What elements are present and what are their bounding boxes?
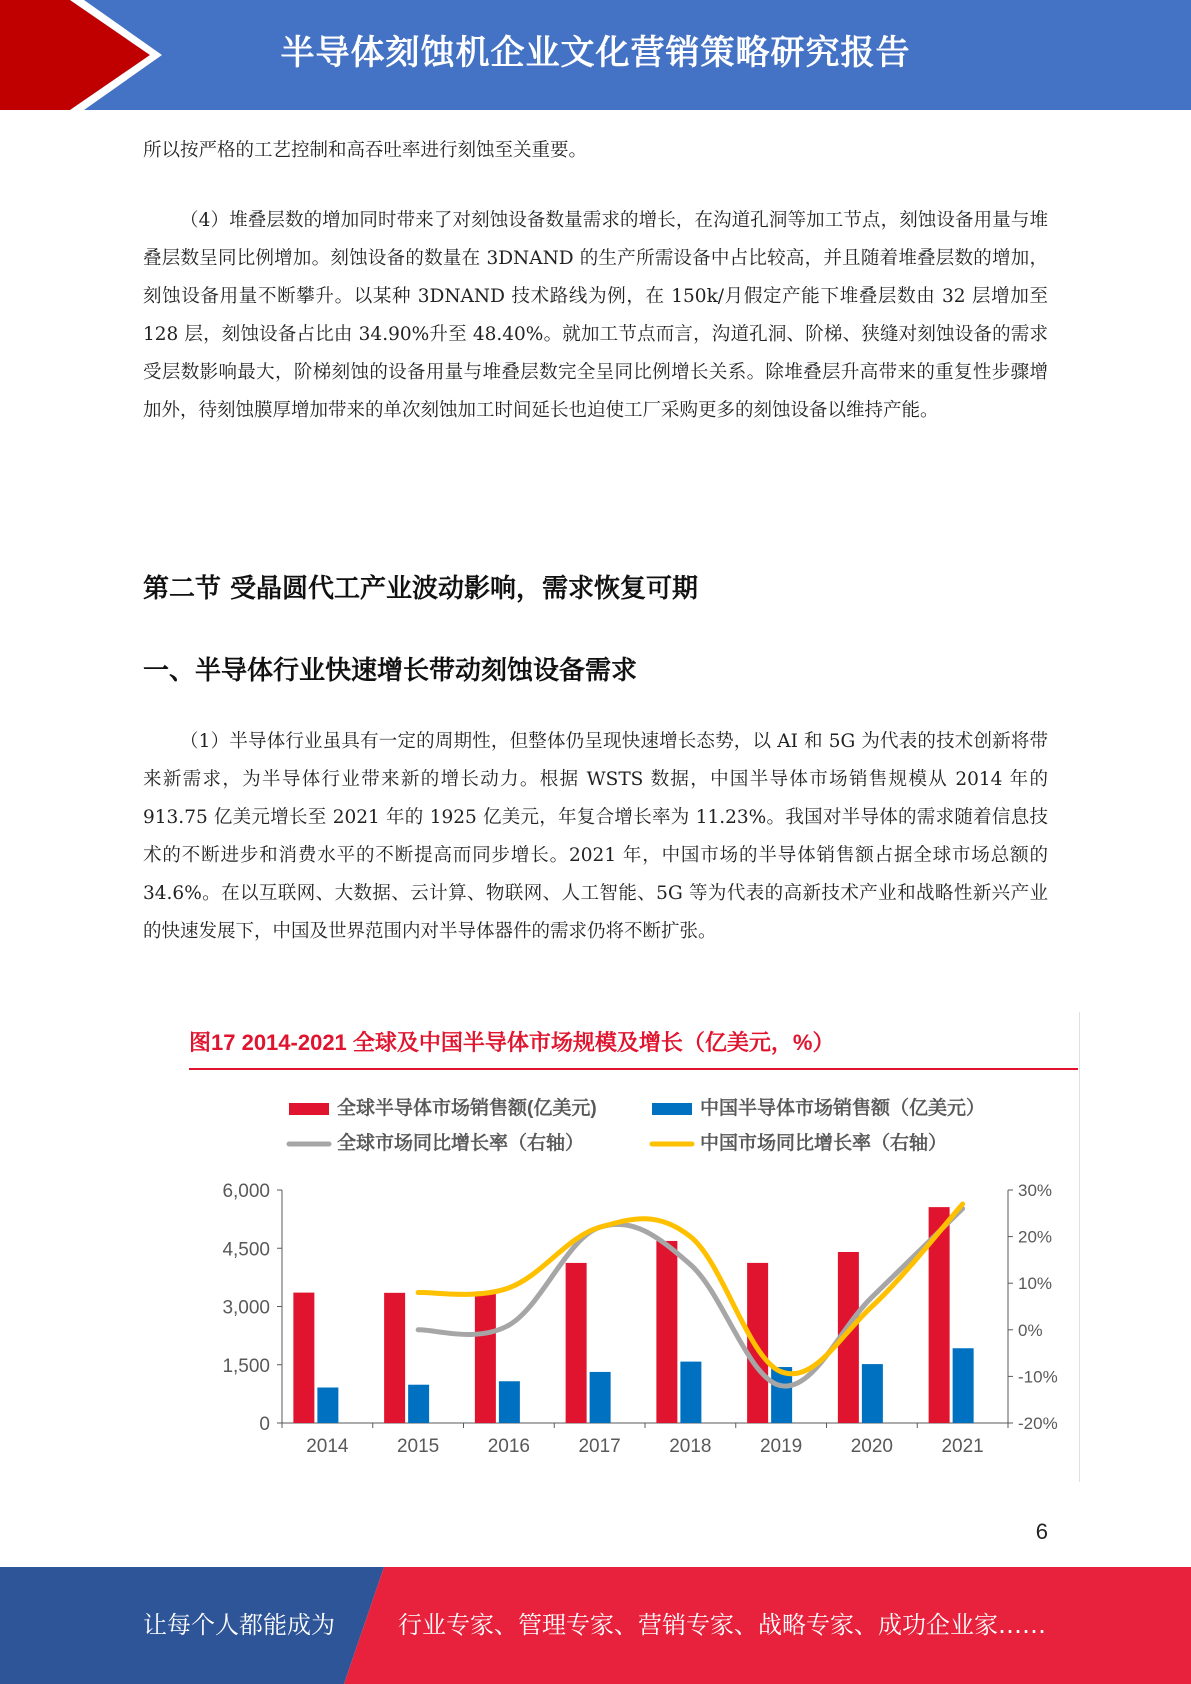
page-number: 6 <box>1035 1519 1048 1544</box>
legend-label: 全球市场同比增长率（右轴） <box>337 1133 585 1154</box>
bar-china <box>680 1362 701 1423</box>
bar-global <box>566 1263 587 1423</box>
bar-china <box>408 1385 429 1423</box>
x-axis-tick-label: 2016 <box>487 1436 531 1457</box>
bar-global <box>475 1291 496 1423</box>
legend-label: 中国市场同比增长率（右轴） <box>700 1133 948 1154</box>
paragraph-market-growth: （1）半导体行业虽具有一定的周期性，但整体仍呈现快速增长态势，以 AI 和 5G 为代表的技术创新将带来新需求，为半导体行业带来新的增长动力。根据 WSTS 数据，中国半导体市场销售规模从 2014 年的 913.75 亿美元增长至 2021 年的 1925 亿美元，年复合增长率为 11.23%。我国对半导体的需求随着信息技术的不断进步和消费水平的不断提高而同步增长。2021 年，中国市场的半导体销售额占据全球市场总额的 34.6%。在以互联网、大数据、云计算、物联网、人工智能、5G 等为代表的高新技术产业和战略性新兴产业的快速发展下，中国及世界范围内对半导体器件的需求仍将不断扩张。 <box>143 731 1048 942</box>
bar-china <box>862 1364 883 1423</box>
left-axis-tick-label: 1,500 <box>222 1355 270 1377</box>
subsection-heading: 一、半导体行业快速增长带动刻蚀设备需求 <box>143 656 638 686</box>
footer-slogan-left: 让每个人都能成为 <box>143 1611 335 1639</box>
chart-title: 图17 2014-2021 全球及中国半导体市场规模及增长（亿美元，%） <box>189 1030 835 1055</box>
legend-label: 中国半导体市场销售额（亿美元） <box>700 1098 986 1119</box>
footer-slogan-right: 行业专家、管理专家、营销专家、战略专家、成功企业家…… <box>398 1611 1046 1639</box>
legend-label: 全球半导体市场销售额(亿美元) <box>337 1098 597 1119</box>
right-axis-tick-label: 20% <box>1018 1227 1053 1247</box>
paragraph-continuation: 所以按严格的工艺控制和高吞吐率进行刻蚀至关重要。 <box>143 140 588 161</box>
section-heading: 第二节 受晶圆代工产业波动影响，需求恢复可期 <box>143 574 699 604</box>
x-axis-tick-label: 2021 <box>941 1436 984 1457</box>
page-footer <box>0 1567 1191 1684</box>
chart-lines <box>418 1204 963 1386</box>
x-axis-tick-label: 2019 <box>759 1436 803 1457</box>
right-axis-tick-label: 30% <box>1018 1181 1053 1200</box>
bar-china <box>499 1381 520 1423</box>
paragraph-etch-layers: （4）堆叠层数的增加同时带来了对刻蚀设备数量需求的增长，在沟道孔洞等加工节点，刻蚀设备用量与堆叠层数呈同比例增加。刻蚀设备的数量在 3DNAND 的生产所需设备中占比较高，并且随着堆叠层数的增加，刻蚀设备用量不断攀升。以某种 3DNAND 技术路线为例，在 150k/月假定产能下堆叠层数由 32 层增加至 128 层，刻蚀设备占比由 34.90%升至 48.40%。就加工节点而言，沟道孔洞、阶梯、狭缝对刻蚀设备的需求受层数影响最大，阶梯刻蚀的设备用量与堆叠层数完全呈同比例增长关系。除堆叠层升高带来的重复性步骤增加外，待刻蚀膜厚增加带来的单次刻蚀加工时间延长也迫使工厂采购更多的刻蚀设备以维持产能。 <box>143 210 1048 421</box>
bar-global <box>293 1293 314 1423</box>
bar-global <box>747 1263 768 1423</box>
bar-china <box>590 1372 611 1423</box>
x-axis-tick-label: 2018 <box>669 1436 712 1457</box>
x-axis-tick-label: 2020 <box>850 1436 894 1457</box>
page-header <box>0 0 1191 110</box>
left-axis-tick-label: 0 <box>259 1414 270 1435</box>
right-axis-tick-label: 0% <box>1018 1320 1043 1340</box>
right-axis-tick-label: -20% <box>1018 1414 1058 1433</box>
x-axis-tick-label: 2014 <box>306 1436 349 1457</box>
bar-global <box>656 1241 677 1423</box>
legend-swatch-bar <box>289 1103 329 1115</box>
bar-global <box>384 1293 405 1423</box>
left-axis-tick-label: 3,000 <box>222 1297 270 1319</box>
left-axis-tick-label: 6,000 <box>222 1181 270 1202</box>
legend-swatch-bar <box>652 1103 692 1115</box>
chart-legend <box>289 1096 985 1154</box>
left-axis-tick-label: 4,500 <box>222 1239 270 1261</box>
header-title: 半导体刻蚀机企业文化营销策略研究报告 <box>280 33 911 73</box>
x-axis-tick-label: 2017 <box>578 1436 621 1457</box>
x-axis-tick-label: 2015 <box>396 1436 440 1457</box>
right-axis-tick-label: -10% <box>1018 1367 1058 1387</box>
chart-border-line <box>1079 1012 1080 1482</box>
right-axis-tick-label: 10% <box>1018 1274 1053 1294</box>
chart-canvas <box>185 1012 1080 1482</box>
chart-bars <box>293 1207 973 1423</box>
market-chart <box>185 1012 1080 1482</box>
bar-china <box>317 1388 338 1423</box>
bar-china <box>953 1348 974 1423</box>
